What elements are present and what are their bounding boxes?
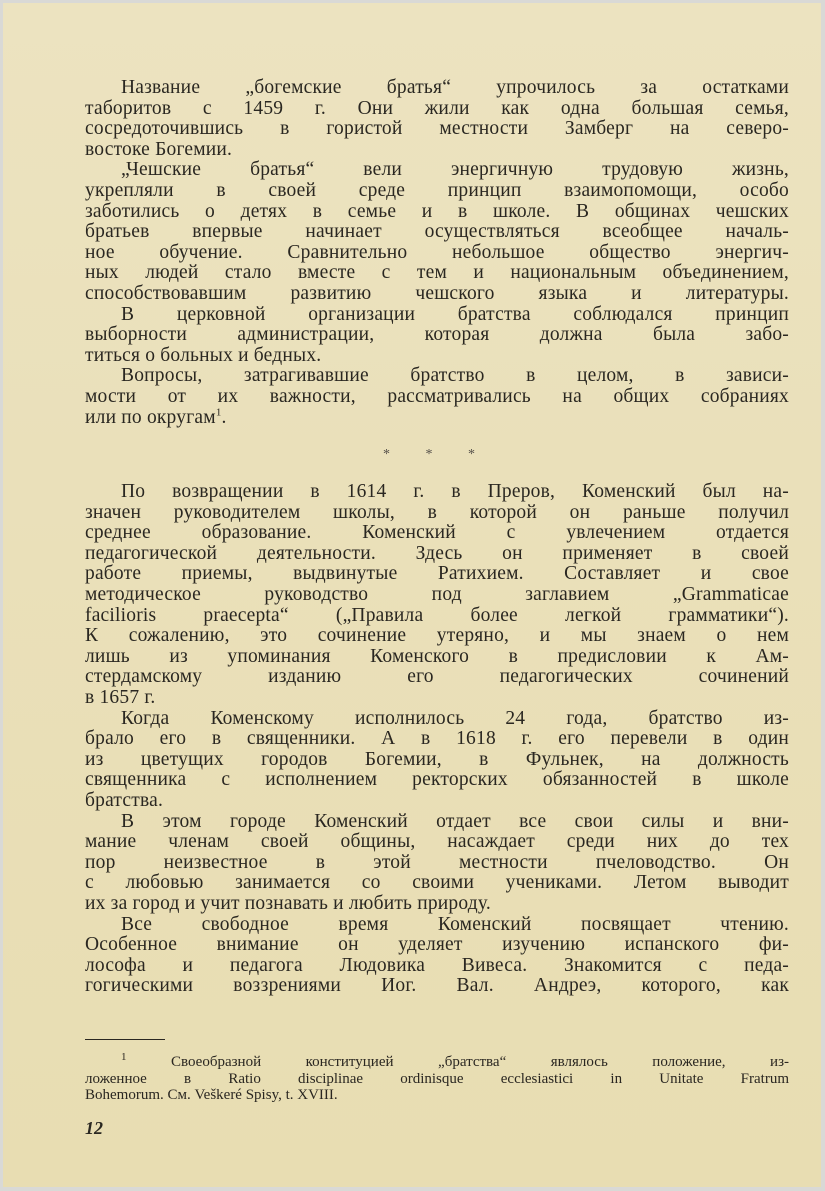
section-separator: * * * xyxy=(383,447,491,463)
footnote-reference[interactable]: 1 xyxy=(215,406,222,418)
paragraph xyxy=(85,160,789,304)
text-line: значен руководителем школы, в которой он раньше получил xyxy=(85,501,789,523)
text-line: Название „богемские братья“ упрочилось за остатками xyxy=(121,77,789,98)
paragraph xyxy=(85,482,789,709)
text-line: таборитов с 1459 г. Они жили как одна большая семья, xyxy=(85,97,789,119)
footnote-marker: 1 xyxy=(121,1051,127,1064)
text-line xyxy=(85,408,789,429)
text-line: педагогической деятельности. Здесь он применяет в своей xyxy=(85,542,789,564)
text-line: К сожалению, это сочинение утеряно, и мы знаем о нем xyxy=(85,625,789,647)
text-line: Вопросы, затрагивавшие братство в целом, в зависи- xyxy=(121,365,789,387)
book-page xyxy=(3,3,821,1187)
text-line: ных людей стало вместе с тем и национальным объединением, xyxy=(85,262,789,284)
text-line: востоке Богемии. xyxy=(85,138,233,160)
text-line: лишь из упоминания Коменского в предисловии к Ам- xyxy=(85,645,789,667)
text-line: мости от их важности, рассматривались на общих собраниях xyxy=(85,385,789,407)
text-line: Все свободное время Коменский посвящает чтению. xyxy=(121,913,789,935)
text-line: в 1657 г. xyxy=(85,687,156,709)
text-line: заботились о детях в семье и в школе. В общинах чешских xyxy=(85,200,789,222)
text-line: Особенное внимание он уделяет изучению испанского фи- xyxy=(85,934,789,956)
text-line: В этом городе Коменский отдает все свои силы и вни- xyxy=(121,810,789,832)
text-line: сосредоточившись в гористой местности Замберг на северо- xyxy=(85,118,789,140)
text-line: братства. xyxy=(85,790,164,811)
paragraph xyxy=(85,78,789,160)
footnote-divider xyxy=(85,1039,165,1041)
text-line: священника с исполнением ректорских обязанностей в школе xyxy=(85,769,789,791)
text-line: их за город и учит познавать и любить природу. xyxy=(85,892,491,914)
text-line: способствовавшим развитию чешского языка и литературы. xyxy=(85,282,789,304)
footnote-text: Своеобразной конституцией „братства“ являлось положение, из- xyxy=(171,1054,789,1071)
text-line: ное обучение. Сравнительно небольшое общество энергич- xyxy=(85,241,789,263)
text-line: пор неизвестное в этой местности пчеловодство. Он xyxy=(85,851,789,873)
footnote xyxy=(85,1051,789,1104)
paragraph xyxy=(85,915,789,997)
text-line: Когда Коменскому исполнилось 24 года, братство из- xyxy=(121,707,789,729)
text-line: В церковной организации братства соблюдался принцип xyxy=(121,303,789,325)
paragraph xyxy=(85,305,789,367)
page-number: 12 xyxy=(85,1117,103,1138)
text-line: титься о больных и бедных. xyxy=(85,344,322,366)
paragraph xyxy=(85,709,789,812)
text-line: брало его в священники. А в 1618 г. его перевели в один xyxy=(85,728,789,750)
text-line: „Чешские братья“ вели энергичную трудовую жизнь, xyxy=(121,159,789,181)
paragraph xyxy=(85,812,789,915)
text-line: методическое руководство под заглавием „Grammaticae xyxy=(85,584,789,606)
text-line: укрепляли в своей среде принцип взаимопомощи, особо xyxy=(85,179,789,201)
footnote-line xyxy=(85,1051,789,1071)
text-line: стердамскому изданию его педагогических сочинений xyxy=(85,666,789,688)
text-line: среднее образование. Коменский с увлечением отдается xyxy=(85,522,789,544)
footnote-line: Bohemorum. См. Veškeré Spisy, t. XVIII. xyxy=(85,1087,338,1104)
text-line: лософа и педагога Людовика Вивеса. Знакомится с педа- xyxy=(85,954,789,976)
text-line: работе приемы, выдвинутые Ратихием. Составляет и свое xyxy=(85,563,789,585)
footnote-line: ложенное в Ratio disciplinae ordinisque ecclesiastici in Unitate Fratrum xyxy=(85,1070,789,1087)
text-line: гогическими воззрениями Иог. Вал. Андреэ, которого, как xyxy=(85,975,789,997)
text-line: братьев впервые начинает осуществляться всеобщее началь- xyxy=(85,221,789,243)
page-text xyxy=(85,78,789,1139)
text-line: По возвращении в 1614 г. в Преров, Коменский был на- xyxy=(121,481,789,503)
text-fragment: . xyxy=(221,406,227,428)
text-line: facilioris praecepta“ („Правила более легкой грамматики“). xyxy=(85,604,789,626)
text-line: из цветущих городов Богемии, в Фульнек, на должность xyxy=(85,748,789,770)
text-line: мание членам своей общины, насаждает среди них до тех xyxy=(85,831,789,853)
text-line: выборности администрации, которая должна была забо- xyxy=(85,324,789,346)
text-fragment: или по округам xyxy=(85,406,216,428)
text-line: с любовью занимается со своими учениками. Летом выводит xyxy=(85,872,789,894)
paragraph xyxy=(85,366,789,428)
